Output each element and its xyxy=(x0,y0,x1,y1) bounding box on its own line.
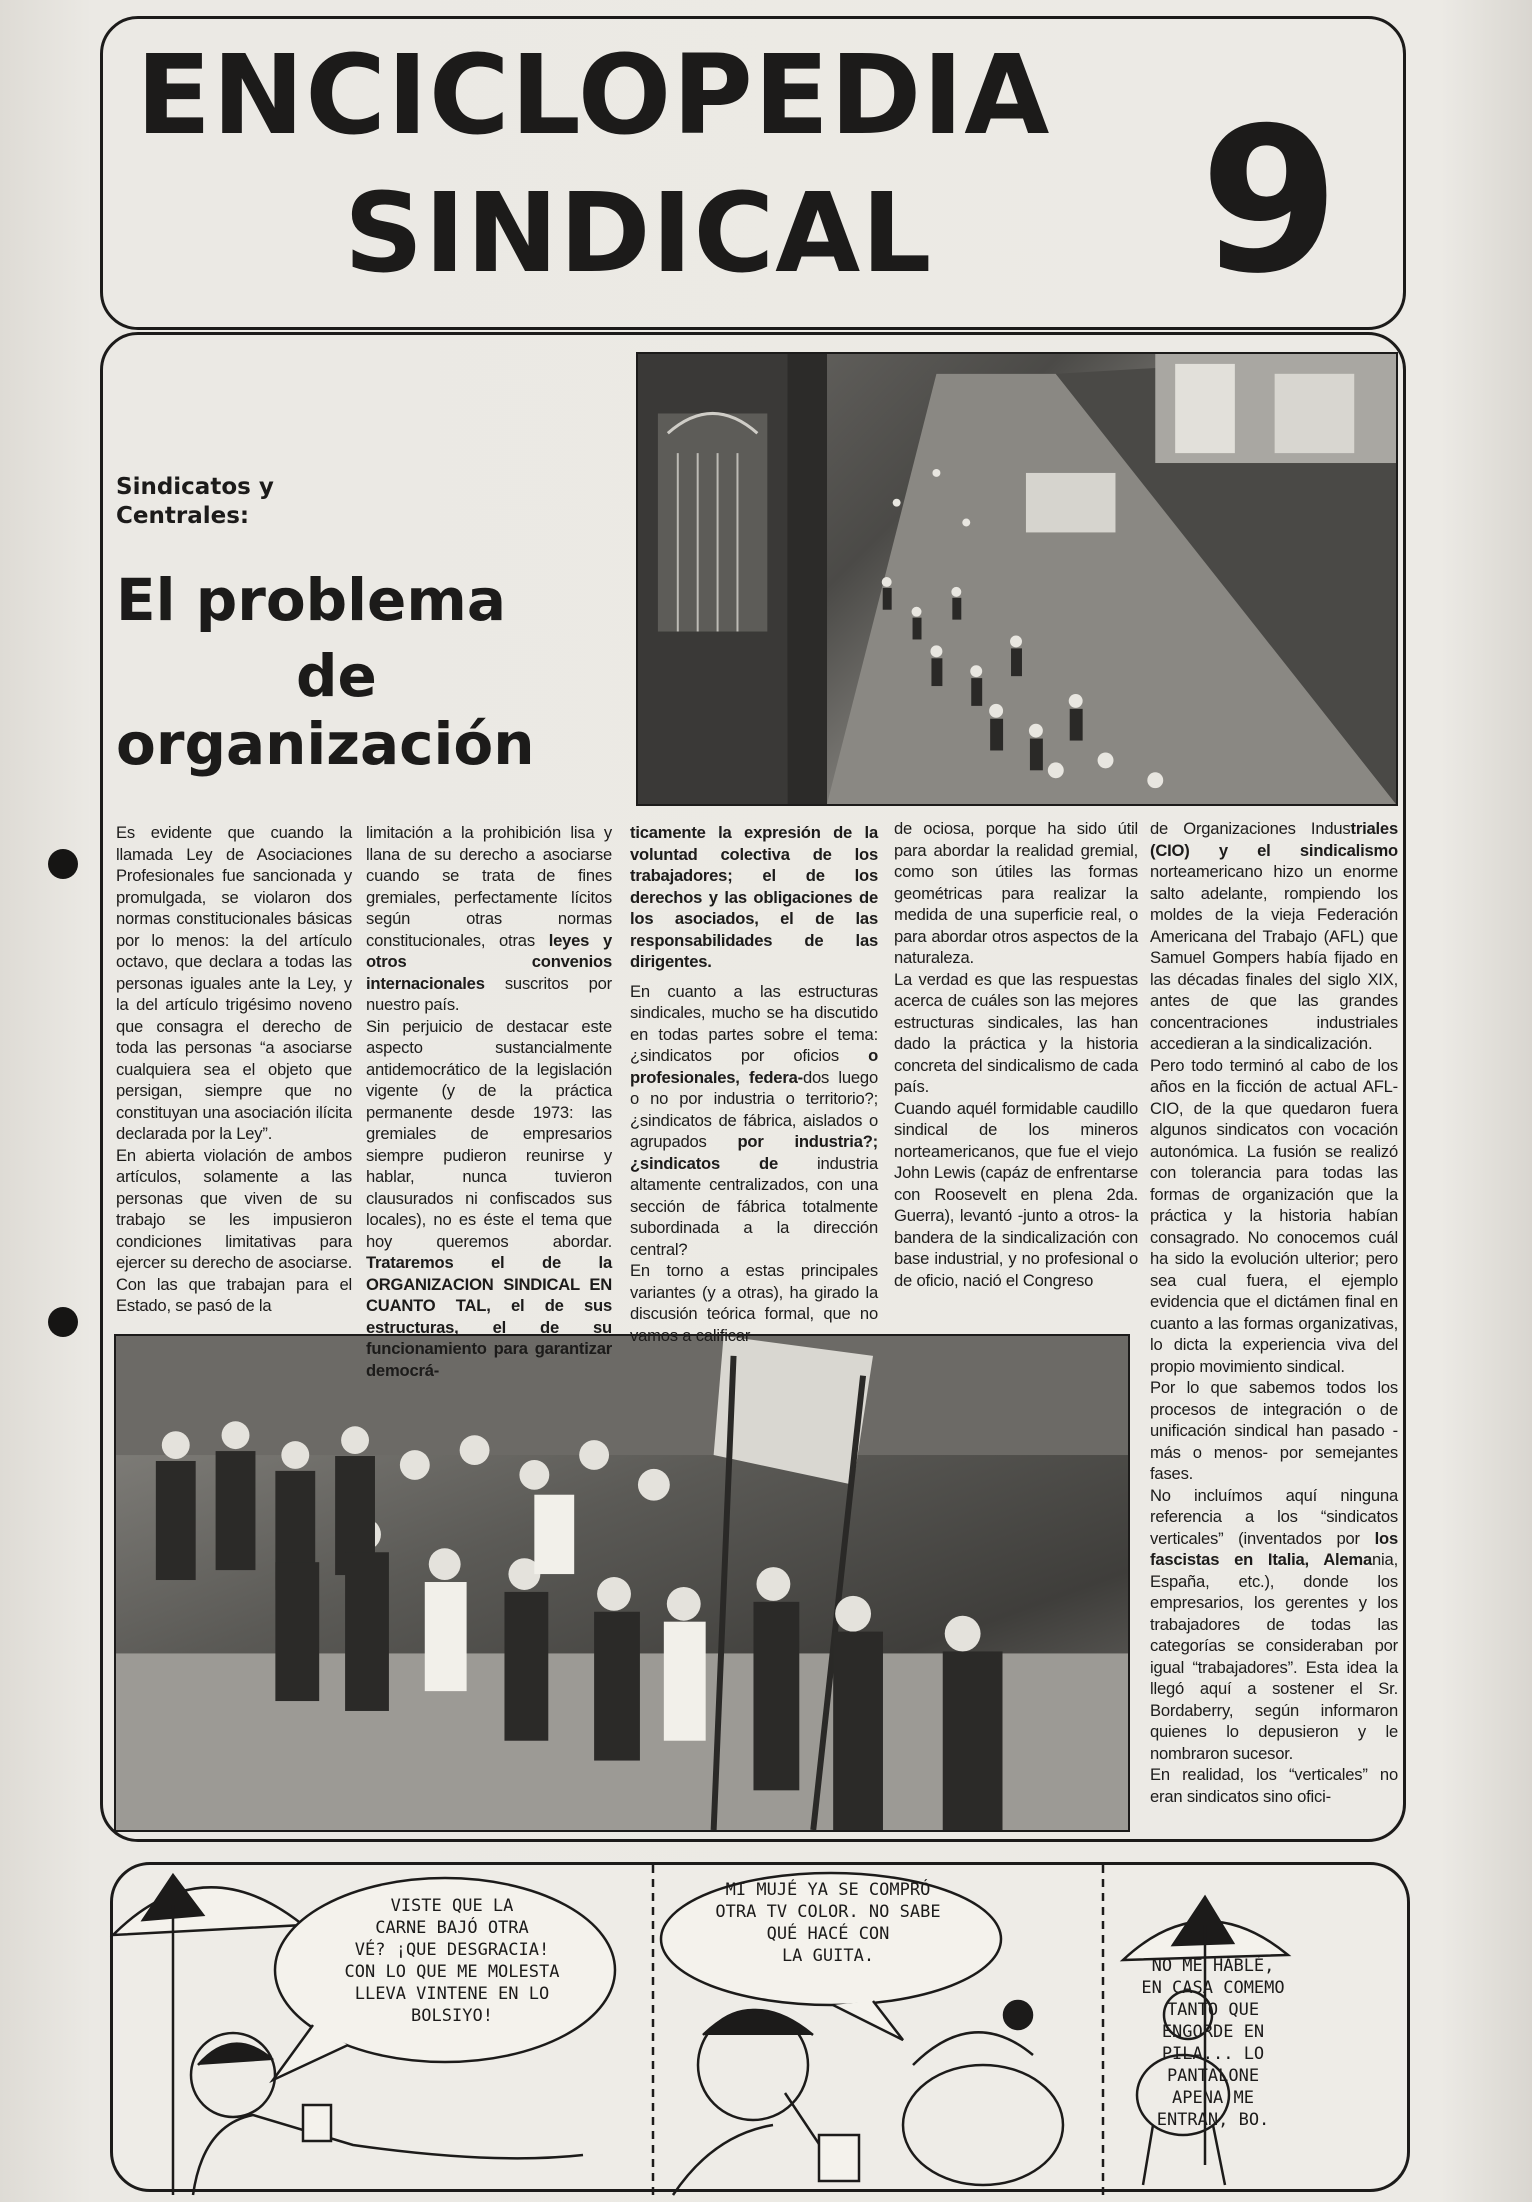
masthead-title-line2: SINDICAL xyxy=(344,169,933,297)
paragraph: de ociosa, porque ha sido útil para abordar la realidad gremial, como son útiles las formas geométricas para realizar la medida de una superficie real, o para abordar otros aspectos de la naturaleza. xyxy=(894,819,1138,967)
paragraph: Pero todo terminó al cabo de los años en la ficción de actual AFL-CIO, de la que quedaron fuera algunos sindicatos con vocación autonómica. La fusión se realizó con tolerancia para todas las formas de organización que la práctica y la historia habían consagrado. No conocemos cuál ha sido la evolución ulterior; pero sea cual fuera, el ejemplo evidencia que el dictámen final en cuanto a las formas organizativas, lo dicta la experiencia viva del propio movimiento sindical. xyxy=(1150,1055,1398,1376)
issue-number: 9 xyxy=(1200,85,1340,318)
comic-strip xyxy=(110,1862,1410,2192)
speech-text-panel3: NO ME HABLÉ, EN CASA COMEMO TANTO QUE ENGORDE EN PILA... LO PANTALONE APENA ME ENTRAN, BO. xyxy=(1141,1956,1285,2130)
paragraph: limitación a la prohibición lisa y llana de su derecho a asociarse cuando se trata de fines gremiales, perfectamente lícitos según otras normas constitucionales, otras leyes y otros convenios internacionales suscritos por nuestro país. xyxy=(366,823,612,1014)
headline-line2: de xyxy=(296,642,377,710)
paragraph: En abierta violación de ambos artículos, solamente a las personas que viven de su trabajo se les impusieron condiciones limitativas para ejercer su derecho de asociarse. Con las que trabajan para el Estado, se pasó de la xyxy=(116,1145,352,1315)
masthead-title-line1: ENCICLOPEDIA xyxy=(136,31,1051,159)
punch-hole xyxy=(48,849,78,879)
article-column-1 xyxy=(116,822,352,1324)
article-column-5 xyxy=(1150,818,1398,1840)
paragraph: En cuanto a las estructuras sindicales, mucho se ha discutido en todas partes sobre el tema: ¿sindicatos por oficios o profesionales, federa-dos luego o no por industria o territorio?; ¿sindicatos de fábrica, aislados o agrupados por industria?; ¿sindicatos de industria altamente centralizados, con una sección de fábrica totalmente subordinada a la dirección central? xyxy=(630,981,878,1259)
article-column-3 xyxy=(630,822,878,1345)
paragraph: ticamente la expresión de la voluntad colectiva de los trabajadores; el de los derechos y las obligaciones de los asociados, el de las responsabilidades de las dirigentes. xyxy=(630,823,878,971)
paragraph: Es evidente que cuando la llamada Ley de Asociaciones Profesionales fue sancionada y promulgada, se violaron dos normas constitucionales básicas por lo menos: la del artículo octavo, que declara a todas las personas iguales ante la Ley, y la del artículo trigésimo noveno que consagra el derecho de toda las personas “a asociarse cualquiera sea el objeto que persigan, siempre que no constituyan una asociación ilícita declarada por la Ley”. xyxy=(116,823,352,1143)
paragraph: No incluímos aquí ninguna referencia a los “sindicatos verticales” (inventados por los fascistas en Italia, Alemania, España, etc.), donde los empresarios, los gerentes y los trabajadores de todas las categorías se consideraban por igual “trabajadores”. Esta idea la llegó aquí a sostener el Sr. Bordaberry, según informaron quienes lo depusieron y le nombraron sucesor. xyxy=(1150,1485,1398,1763)
kicker-line2: Centrales: xyxy=(116,503,250,529)
article-kicker xyxy=(116,473,336,531)
punch-hole xyxy=(48,1307,78,1337)
street-march-photo xyxy=(636,352,1398,806)
paragraph: Cuando aquél formidable caudillo sindical de los mineros norteamericanos, que fue el viejo John Lewis (capáz de enfrentarse con Roosevelt en plena 2da. Guerra), levantó -junto a otros- la bandera de la sindicalización con base industrial, y no profesional o de oficio, nació el Congreso xyxy=(894,1098,1138,1290)
speech-bubble-panel1: VISTE QUE LA CARNE BAJÓ OTRA VÉ? ¡QUE DESGRACIA! CON LO QUE ME MOLESTA LLEVA VINTENE EN LO BOLSIYO! xyxy=(344,1896,560,2026)
headline-line1: El problema xyxy=(116,566,506,634)
article-column-4 xyxy=(894,818,1138,1324)
paragraph: La verdad es que las respuestas acerca de cuáles son las mejores estructuras sindicales, las han dado la práctica y la historia concreta del sindicalismo de cada país. xyxy=(894,969,1138,1096)
paragraph: En torno a estas principales variantes (y a otras), ha girado la discusión teórica formal, que no vamos a calificar xyxy=(630,1261,878,1345)
crowd-demonstration-photo xyxy=(114,1334,1130,1832)
kicker-line1: Sindicatos y xyxy=(116,474,274,500)
paragraph: En realidad, los “verticales” no eran sindicatos sino ofici- xyxy=(1150,1765,1398,1806)
article-column-2 xyxy=(366,822,612,1380)
paragraph: de Organizaciones Industriales (CIO) y el sindicalismo norteamericano hizo un enorme salto adelante, rompiendo los moldes de la vieja Federación Americana del Trabajo (AFL) que Samuel Gompers había fijado en las décadas finales del siglo XIX, antes de que las grandes concentraciones industriales accedieran a la sindicalización. xyxy=(1150,819,1398,1053)
paragraph: Por lo que sabemos todos los procesos de integración o de unificación sindical han pasado -más o menos- por semejantes fases. xyxy=(1150,1378,1398,1483)
paragraph: Sin perjuicio de destacar este aspecto sustancialmente antidemocrático de la legislación vigente (y de la práctica permanente desde 1973: las gremiales de empresarios siempre pudieron reunirse y hablar, nunca tuvieron clausurados ni confiscados sus locales), no es éste el tema que hoy queremos abordar. Trataremos el de la ORGANIZACION SINDICAL EN CUANTO TAL, el de sus estructuras, el de su funcionamiento para garantizar democrá- xyxy=(366,1016,612,1380)
speech-bubble-panel2: MI MUJÉ YA SE COMPRÓ OTRA TV COLOR. NO SABE QUÉ HACÉ CON LA GUITA. xyxy=(715,1880,941,1966)
headline-line3: organización xyxy=(116,710,535,778)
